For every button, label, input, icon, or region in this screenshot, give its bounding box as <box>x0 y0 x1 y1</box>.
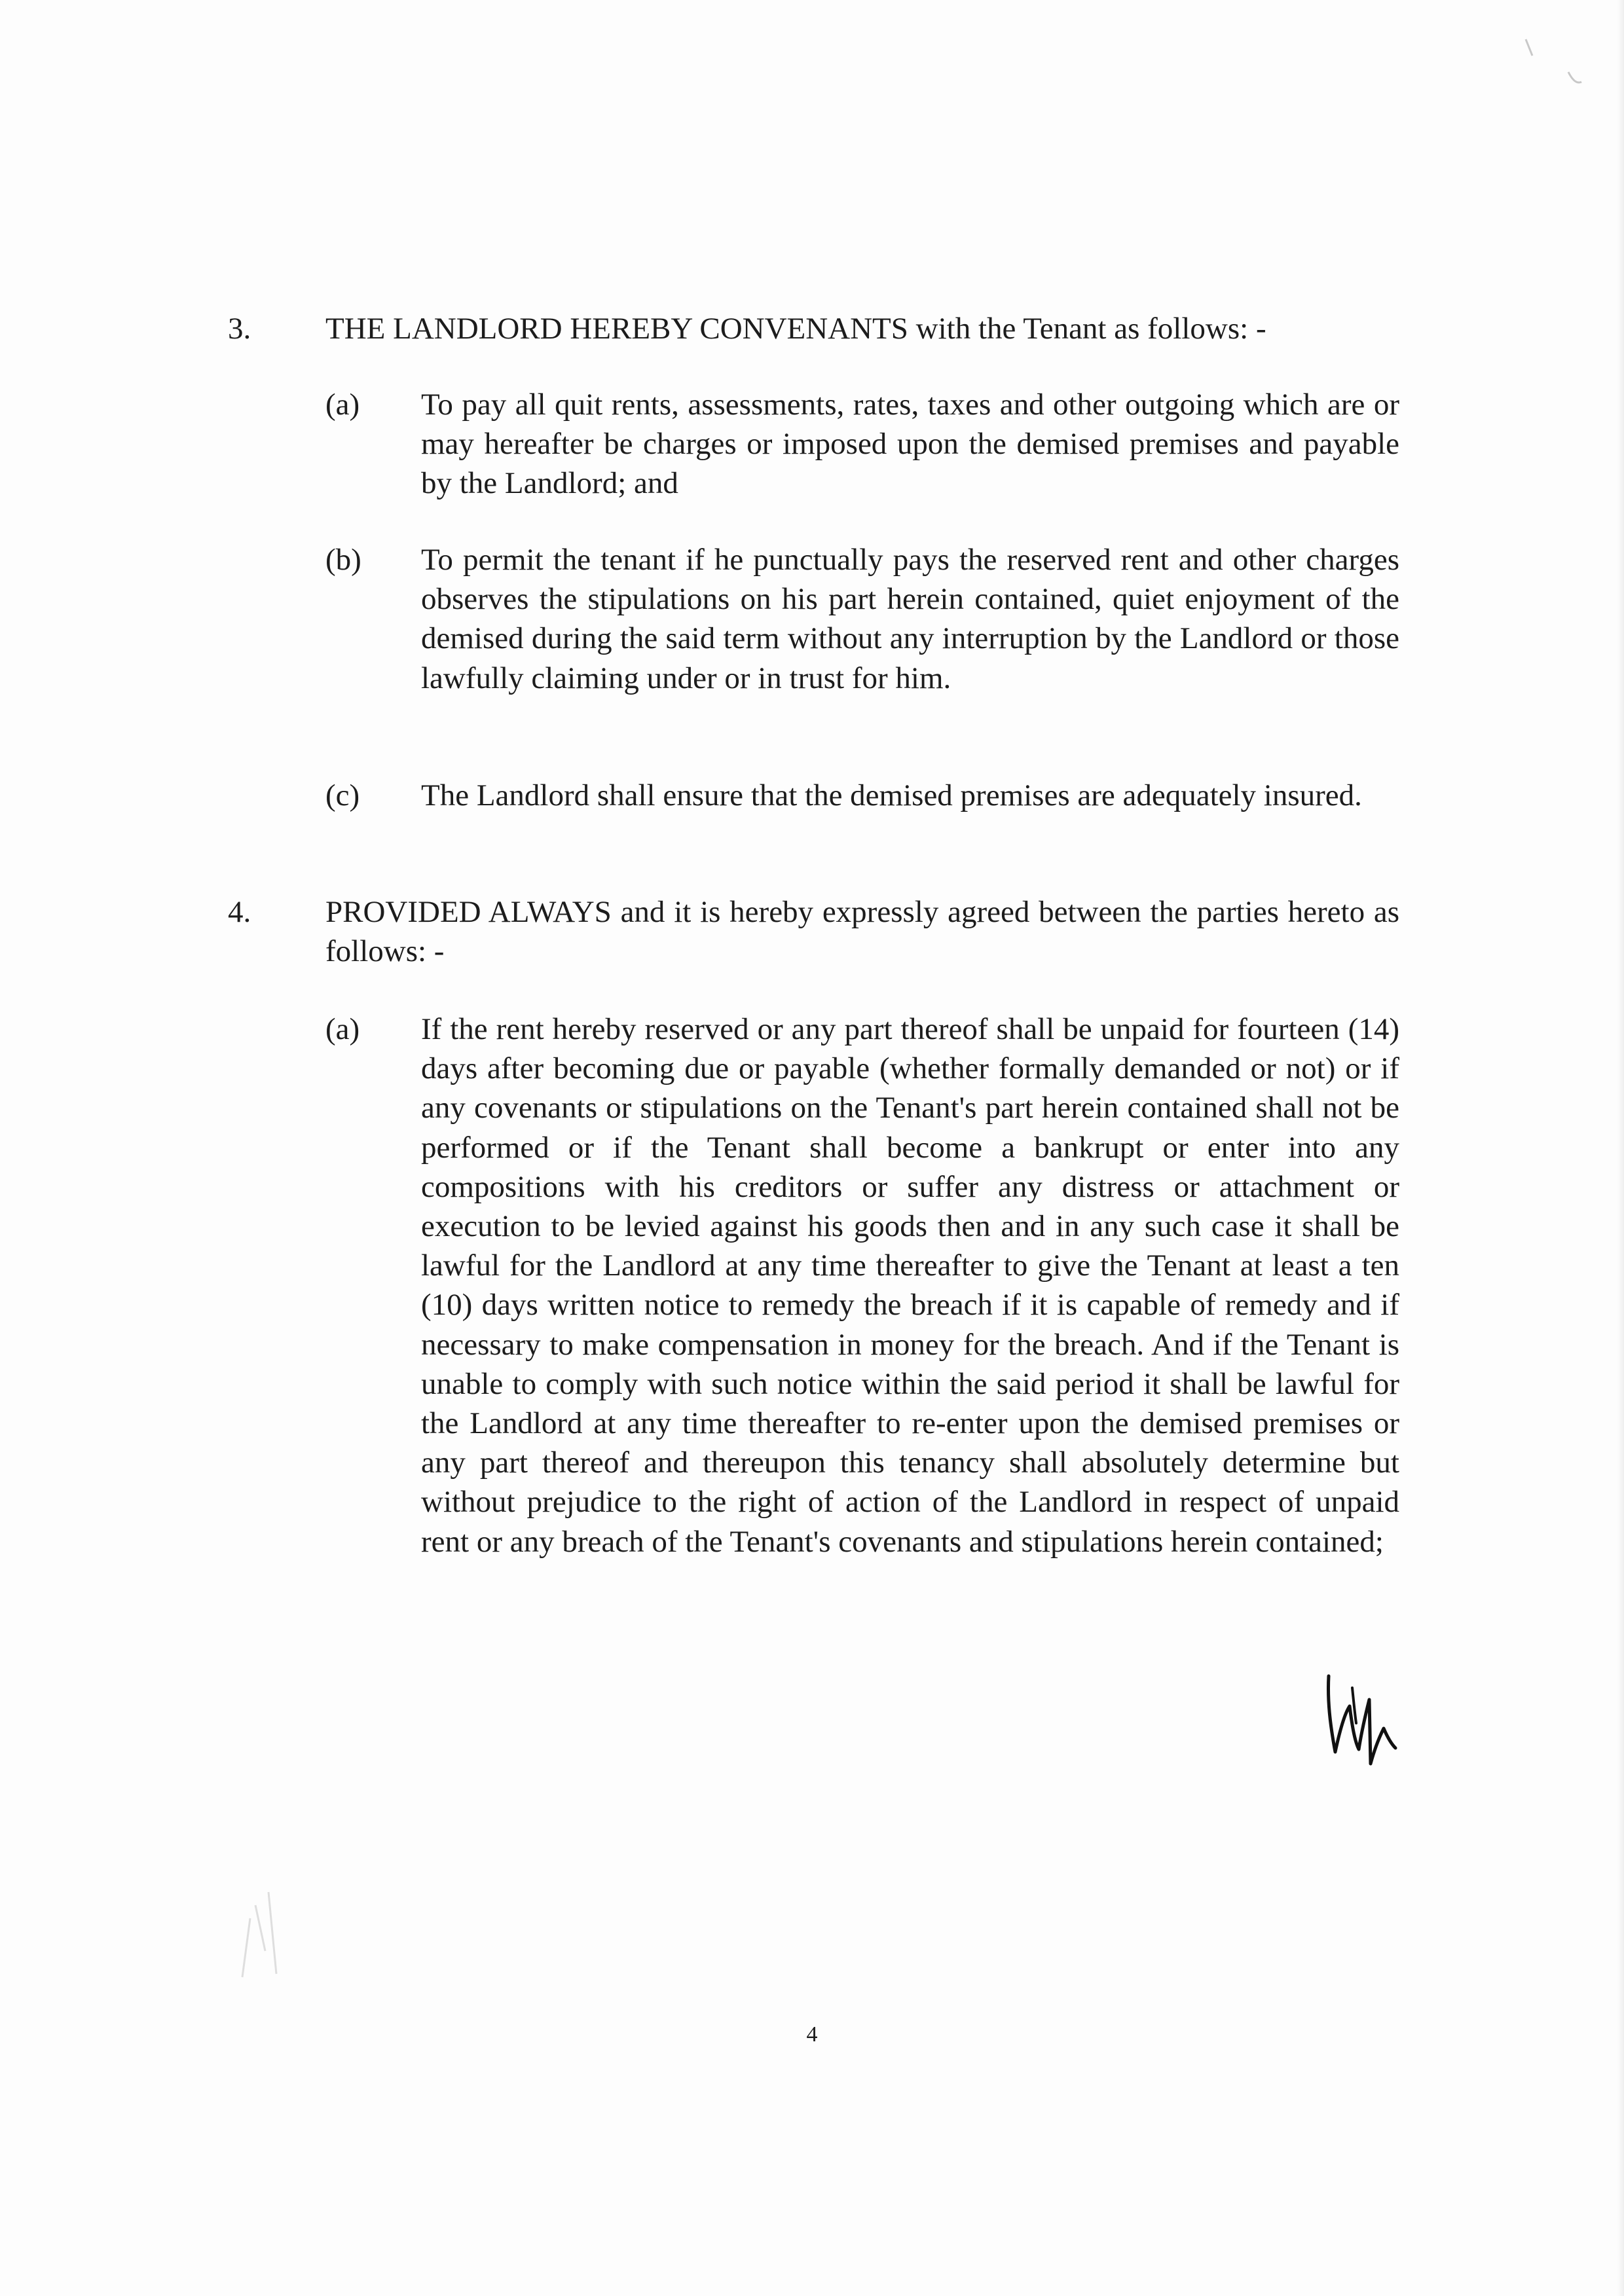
sub-clause-label: (b) <box>325 543 361 577</box>
sub-clause-label: (a) <box>325 1012 360 1046</box>
handwritten-initials-icon <box>1320 1668 1398 1766</box>
scan-mark-icon <box>1506 26 1598 105</box>
clause-number: 4. <box>228 895 251 929</box>
scan-edge-shadow <box>1617 0 1624 2296</box>
page-number: 4 <box>806 2022 818 2047</box>
sub-clause-label: (a) <box>325 388 360 422</box>
sub-clause-text: To pay all quit rents, assessments, rates, taxes and other outgoing which are or may hereafter be charges or imposed upon the demised premises and payable by the Landlord; and <box>421 388 1399 501</box>
bleed-through-mark-icon <box>229 1879 314 1990</box>
sub-clause-label: (c) <box>325 778 360 812</box>
clause-number: 3. <box>228 312 251 346</box>
clause-heading: PROVIDED ALWAYS and it is hereby expressly agreed between the parties hereto as follows: - <box>325 895 1399 968</box>
sub-clause-text: If the rent hereby reserved or any part thereof shall be unpaid for fourteen (14) days after becoming due or payable (whether formally demanded or not) or if any covenants or stipulations on the Tenant's part herein contained shall not be performed or if the Tenant shall become a bankrupt or enter into any compositions with his creditors or suffer any distress or attachment or execution to be levied against his goods then and in any such case it shall be lawful for the Landlord at any time thereafter to give the Tenant at least a ten (10) days written notice to remedy the breach if it is capable of remedy and if necessary to make compensation in money for the breach. And if the Tenant is unable to comply with such notice within the said period it shall be lawful for the Landlord at any time thereafter to re-enter upon the demised premises or any part thereof and thereupon this tenancy shall absolutely determine but without prejudice to the right of action of the Landlord in respect of unpaid rent or any breach of the Tenant's covenants and stipulations herein contained; <box>421 1012 1399 1559</box>
sub-clause-text: The Landlord shall ensure that the demised premises are adequately insured. <box>421 778 1362 812</box>
sub-clause-text: To permit the tenant if he punctually pays the reserved rent and other charges observes the stipulations on his part herein contained, quiet enjoyment of the demised during the said term without any interruption by the Landlord or those lawfully claiming under or in trust for him. <box>421 543 1399 695</box>
clause-heading: THE LANDLORD HEREBY CONVENANTS with the Tenant as follows: - <box>325 312 1266 346</box>
